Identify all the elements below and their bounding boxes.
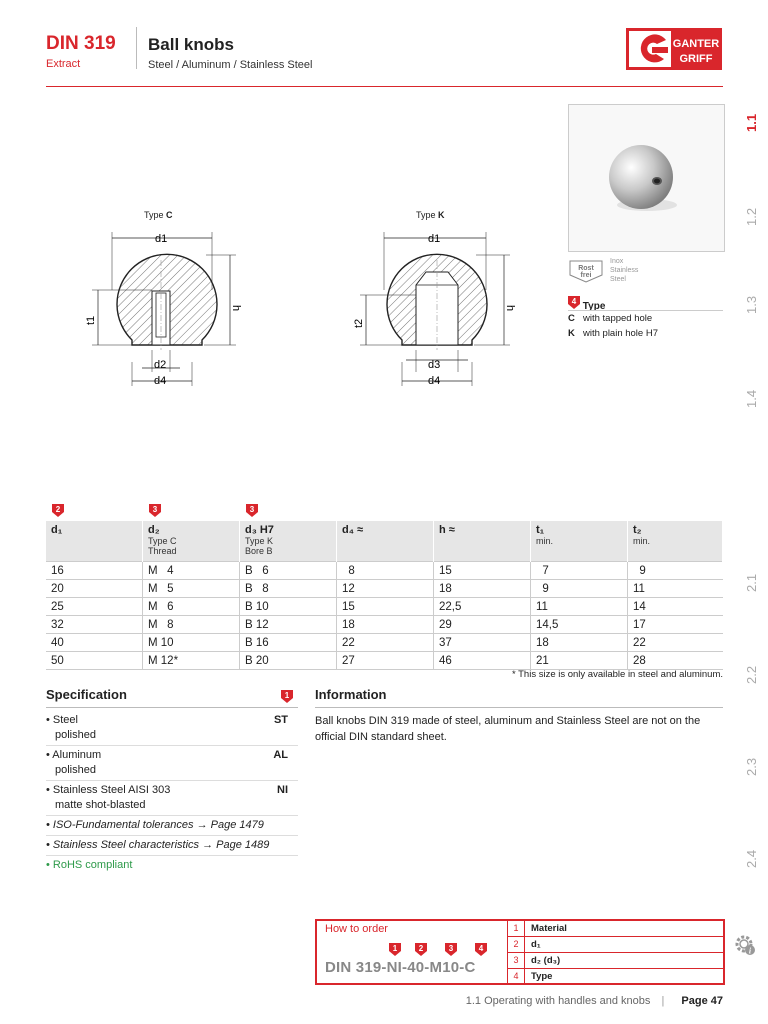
ball-knob-type-k xyxy=(353,232,516,387)
table-row: 16 M 4 B 6 8 15 7 9 xyxy=(46,562,723,580)
table-row: 40 M 10 B 16 22 37 18 22 xyxy=(46,634,723,652)
badge-icon: 4 xyxy=(568,296,580,309)
order-title: How to order xyxy=(325,923,388,935)
badge-icon: 3 xyxy=(246,504,258,522)
badge-icon: 1 xyxy=(389,943,401,961)
specification-list xyxy=(46,711,298,875)
col-d4: d₄ ≈ xyxy=(337,521,434,562)
footer-section: 1.1 Operating with handles and knobs xyxy=(465,995,651,1007)
type-c-label: Type C xyxy=(144,210,173,220)
col-t1: t₁ min. xyxy=(531,521,628,562)
dim-d1-k: d1 xyxy=(428,233,441,245)
tab-1-4[interactable]: 1.4 xyxy=(744,389,759,408)
dim-d2: d2 xyxy=(154,359,167,371)
rohs-compliant: • RoHS compliant xyxy=(46,859,133,871)
product-photo xyxy=(568,104,725,252)
table-row: 50 M 12* B 20 27 46 21 28 xyxy=(46,652,723,670)
page-number: Page 47 xyxy=(681,995,723,1007)
dim-h-k: h xyxy=(504,305,516,312)
type-item-c: C with tapped hole xyxy=(568,310,723,326)
col-d2: d₂ Type C Thread xyxy=(143,521,240,562)
footer-divider: | xyxy=(661,995,665,1007)
table-footnote: * This size is only available in steel and aluminum. xyxy=(511,669,723,680)
technical-drawing xyxy=(46,200,546,400)
side-section-tabs xyxy=(736,100,768,900)
brand-name: GANTER xyxy=(672,38,720,50)
order-key-row: 2 d₁ xyxy=(508,937,724,953)
badge-icon: 2 xyxy=(52,504,64,522)
tab-2-4[interactable]: 2.4 xyxy=(744,849,759,868)
brand-sub: GRIFF xyxy=(679,53,713,65)
table-header-row xyxy=(46,521,723,562)
badge-icon: 3 xyxy=(445,943,457,961)
standard-number: DIN 319 xyxy=(46,33,116,54)
order-key-table xyxy=(507,921,724,983)
page-footer xyxy=(430,995,723,1007)
inox-line1: Inox xyxy=(610,258,624,265)
link-stainless-characteristics[interactable]: • Stainless Steel characteristics → Page 1489 xyxy=(46,836,298,856)
dim-d4-c: d4 xyxy=(154,375,167,387)
badge-icon: 1 xyxy=(281,690,293,708)
dimensions-table xyxy=(46,521,723,670)
col-d3: d₃ H7 Type K Bore B xyxy=(240,521,337,562)
dim-t2: t2 xyxy=(353,318,365,328)
ganter-logo xyxy=(626,28,722,70)
inox-line2: Stainless xyxy=(610,267,639,274)
order-key-row: 1 Material xyxy=(508,921,724,937)
info-rule xyxy=(315,707,723,708)
tab-1-3[interactable]: 1.3 xyxy=(744,295,759,314)
dim-t1: t1 xyxy=(85,315,97,325)
col-d1: d₁ xyxy=(46,521,143,562)
tab-1-1[interactable]: 1.1 xyxy=(744,113,759,132)
extract-label: Extract xyxy=(46,58,81,70)
ball-knob-type-c xyxy=(85,232,242,387)
tab-2-1[interactable]: 2.1 xyxy=(744,573,759,592)
table-row: 32 M 8 B 12 18 29 14,5 17 xyxy=(46,616,723,634)
inox-line3: Steel xyxy=(610,276,626,283)
table-row: 20 M 5 B 8 12 18 9 11 xyxy=(46,580,723,598)
type-item-k: K with plain hole H7 xyxy=(568,328,658,339)
link-iso-tolerances[interactable]: • ISO-Fundamental tolerances → Page 1479 xyxy=(46,816,298,836)
header-divider xyxy=(136,27,137,69)
spec-item-steel: • Steel polished ST xyxy=(46,711,298,746)
order-key-row: 4 Type xyxy=(508,969,724,984)
inox-mark xyxy=(568,257,678,287)
badge-icon: 2 xyxy=(415,943,427,961)
information-heading: Information xyxy=(315,687,387,702)
svg-text:frei: frei xyxy=(580,272,592,279)
type-k-label: Type K xyxy=(416,210,445,220)
page-title: Ball knobs xyxy=(148,35,234,54)
badge-icon: 4 xyxy=(475,943,487,961)
badge-icon: 3 xyxy=(149,504,161,522)
spec-rule xyxy=(46,707,298,708)
tab-1-2[interactable]: 1.2 xyxy=(744,207,759,226)
specification-heading: Specification xyxy=(46,687,127,702)
gear-info-icon[interactable] xyxy=(733,933,757,957)
tab-2-3[interactable]: 2.3 xyxy=(744,757,759,776)
header-rule xyxy=(46,86,723,87)
type-list xyxy=(568,310,723,341)
dim-d4-k: d4 xyxy=(428,375,441,387)
svg-text:Rost: Rost xyxy=(578,265,594,272)
dim-d1-c: d1 xyxy=(155,233,168,245)
svg-text:i: i xyxy=(748,946,752,956)
dim-h-c: h xyxy=(230,305,242,312)
col-t2: t₂ min. xyxy=(628,521,723,562)
information-text: Ball knobs DIN 319 made of steel, aluminum and Stainless Steel are not on the official DIN standard sheet. xyxy=(315,715,701,743)
dim-d3: d3 xyxy=(428,359,441,371)
type-title: Type xyxy=(582,301,606,312)
order-code: DIN 319-NI-40-M10-C xyxy=(325,959,476,976)
rost-frei-stamp xyxy=(568,257,604,283)
spec-item-stainless: • Stainless Steel AISI 303 matte shot-blasted NI xyxy=(46,781,298,816)
how-to-order-box xyxy=(315,919,725,985)
col-h: h ≈ xyxy=(434,521,531,562)
order-key-row: 3 d₂ (d₃) xyxy=(508,953,724,969)
page-subtitle: Steel / Aluminum / Stainless Steel xyxy=(148,59,313,71)
tab-2-2[interactable]: 2.2 xyxy=(744,665,759,684)
table-row: 25 M 6 B 10 15 22,5 11 14 xyxy=(46,598,723,616)
spec-item-aluminum: • Aluminum polished AL xyxy=(46,746,298,781)
